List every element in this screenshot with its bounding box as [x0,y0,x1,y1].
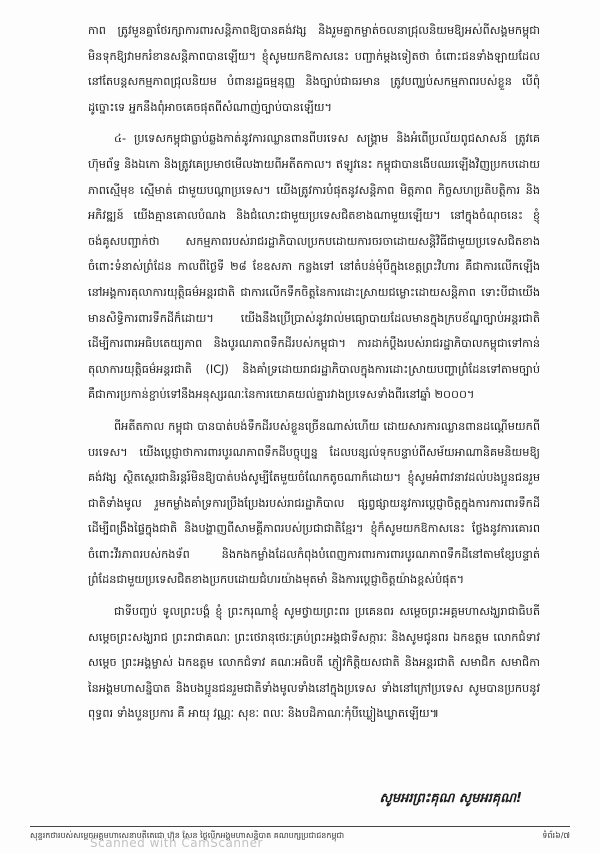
footer-divider [30,826,570,827]
paragraph-section-4-text: ៤- ប្រទេសកម្ពុជាធ្លាប់ឆ្លងកាត់នូវការឈ្លានពានពីបរទេស សង្គ្រាម និងអំពើប្រល័យពូជសាសន៍ ត្រូវគេហ៊ុមព័ទ្ធ និងឯកោ និងត្រូវគេប្រមាថមើលងាយពីអតីតកាល។ ឥឡូវនេះ កម្ពុជាបានងើបឈរឡើងវិញប្រកបដោយភាពស្មើមុខ ស្មើមាត់ ជាមួយបណ្តាប្រទេស។ យើងត្រូវការបំផុតនូវសន្តិភាព មិត្តភាព កិច្ចសហប្រតិបត្តិការ និងអភិវឌ្ឍន៍ យើងគ្មានគោលបំណង និងជំលោះជាមួយប្រទេសជិតខាងណាមួយឡើយ។ នៅក្នុងចំណុចនេះ ខ្ញុំចង់គូសបញ្ជាក់ថា សកម្មភាពរបស់រាជរដ្ឋាភិបាលប្រកបដោយការចរចាដោយសន្តិវិធីជាមួយប្រទេសជិតខាង ចំពោះទំនាស់ព្រំដែន កាលពីថ្ងៃទី ២៨ ខែឧសភា កន្លងទៅ នៅតំបន់មុំបីក្នុងខេត្តព្រះវិហារ គឺជាការលើកឡើងនៅអង្គការតុលាការយុត្តិធម៌អន្តរជាតិ ជាការលើកទឹកចិត្តនៃការដោះស្រាយជម្លោះដោយសន្តិភាព ទោះបីជាយើងមានសិទ្ធិការពារទឹកដីក៏ដោយ។ យើងនឹងប្រើប្រាស់នូវរាល់មធ្យោបាយដែលមានក្នុងក្របខ័ណ្ឌច្បាប់អន្តរជាតិ ដើម្បីការពារអធិបតេយ្យភាព និងបូរណភាពទឹកដីរបស់កម្ពុជា។ ការដាក់ប្តឹងរបស់រាជរដ្ឋាភិបាលកម្ពុជាទៅកាន់តុលាការយុត្តិធម៌អន្តរជាតិ (ICJ) និងគាំទ្រដោយរាជរដ្ឋាភិបាលក្នុងការដោះស្រាយបញ្ហាព្រំដែនទៅតាមច្បាប់ គឺជាការប្រកាន់ខ្ជាប់ទៅនឹងអនុស្សរណៈនៃការយោគយល់គ្នារវាងប្រទេសទាំងពីរនៅឆ្នាំ ២០០០។ [88,132,540,402]
document-body [88,18,540,727]
paragraph-conclusion [88,599,540,727]
footer-title: សុន្ទរកថារបស់សម្តេចអគ្គមហាសេនាបតីតេជោ ហ៊ុន សែន ថ្ងៃបើកអង្គមហាសន្និបាត គណបក្សប្រជាជនកម្ពុជា [30,831,345,840]
paragraph-territory [88,414,540,593]
paragraph-conclusion-text: ជាទីបញ្ចប់ ទូលព្រះបង្គំ ខ្ញុំ ព្រះករុណាខ្ញុំ សូមថ្វាយព្រះពរ ប្រគេនពរ សម្តេចព្រះអគ្គមហាសង្ឃរាជាធិបតី សម្តេចព្រះសង្ឃរាជ ព្រះរាជាគណៈ ព្រះថេរានុថេរៈគ្រប់ព្រះអង្គជាទីសក្ការៈ និងសូមជូនពរ ឯកឧត្តម លោកជំទាវ សម្តេច ព្រះអង្គម្ចាស់ ឯកឧត្តម លោកជំទាវ គណៈអធិបតី ភ្ញៀវកិត្តិយសជាតិ និងអន្តរជាតិ សមាជិក សមាជិកានៃអង្គមហាសន្និបាត និងបងប្អូនជនរួមជាតិទាំងមូលទាំងនៅក្នុងប្រទេស ទាំងនៅក្រៅប្រទេស សូមបានប្រកបនូវពុទ្ធពរ ទាំងបួនប្រការ គឺ អាយុ វណ្ណៈ សុខៈ ពលៈ និងបដិភាណៈកុំបីឃ្លៀងឃ្លាតឡើយ៕ [88,605,540,721]
closing-thanks: សូមអរព្រះគុណ សូមអរគុណ! [379,791,522,806]
paragraph-section-4 [88,126,540,408]
page-number: ទំព័រ៦/៧ [542,831,570,840]
scanner-watermark: Scanned with CamScanner [90,836,263,850]
paragraph-continuation: កាព ត្រូវមួនគ្នាថែរក្សាការពារសន្តិភាពឱ្យបានគង់វង្ស និងរួមគ្នាកម្ចាត់ចលនាជ្រុលនិយមឱ្យអស់ពីសង្គមកម្ពុជា មិនទុកឱ្យវាមករំខានសន្តិភាពបានឡើយ។ ខ្ញុំសូមយកឱកាសនេះ បញ្ជាក់ម្តងទៀតថា ចំពោះជនទាំងឡាយដែលនៅតែបន្តសកម្មភាពជ្រុលនិយម បំពានរដ្ឋធម្មនុញ្ញ និងច្បាប់ជាធរមាន ត្រូវបញ្ឈប់សកម្មភាពរបស់ខ្លួន បើពុំដូច្នោះទេ អ្នកនឹងពុំអាចគេចផុតពីសំណាញ់ច្បាប់បានឡើយ។ [88,24,540,114]
paragraph-territory-text: ពីអតីតកាល កម្ពុជា បានបាត់បង់ទឹកដីរបស់ខ្លួនច្រើនណាស់ហើយ ដោយសារការឈ្លានពានដណ្តើមយកពីបរទេស។ យើងប្តេជ្ញាថាការពារបូរណភាពទឹកដីបច្ចុប្បន្ន ដែលបន្សល់ទុកបន្ទាប់ពីសម័យអាណានិគមនិយមឱ្យគង់វង្ស ស្ថិតស្ថេរជានិរន្តរ៍មិនឱ្យបាត់បង់សូម្បីតែមួយចំណែកតូចណាក៏ដោយ។ ខ្ញុំសូមអំពាវនាវដល់បងប្អូនជនរួមជាតិទាំងមូល រួមកម្លាំងគាំទ្រការប្រឹងប្រែងរបស់រាជរដ្ឋាភិបាល ផ្សព្វផ្សាយនូវការប្តេជ្ញាចិត្តក្នុងការការពារទឹកដី ដើម្បីពង្រឹងផ្ទៃក្នុងជាតិ និងបង្ហាញពីសាមគ្គីភាពរបស់ប្រជាជាតិខ្មែរ។ ខ្ញុំក៏សូមយកឱកាសនេះ ថ្លែងនូវការគោរពចំពោះវីរភាពរបស់កងទ័ព និងកងកម្លាំងដែលកំពុងបំពេញការពារការពារបូរណភាពទឹកដីនៅតាមខ្សែបន្ទាត់ព្រំដែនជាមួយប្រទេសជិតខាងប្រកបដោយជំហរយ៉ាងមុតមាំ និងការប្តេជ្ញាចិត្តយ៉ាងខ្ពស់បំផុត។ [88,419,540,587]
